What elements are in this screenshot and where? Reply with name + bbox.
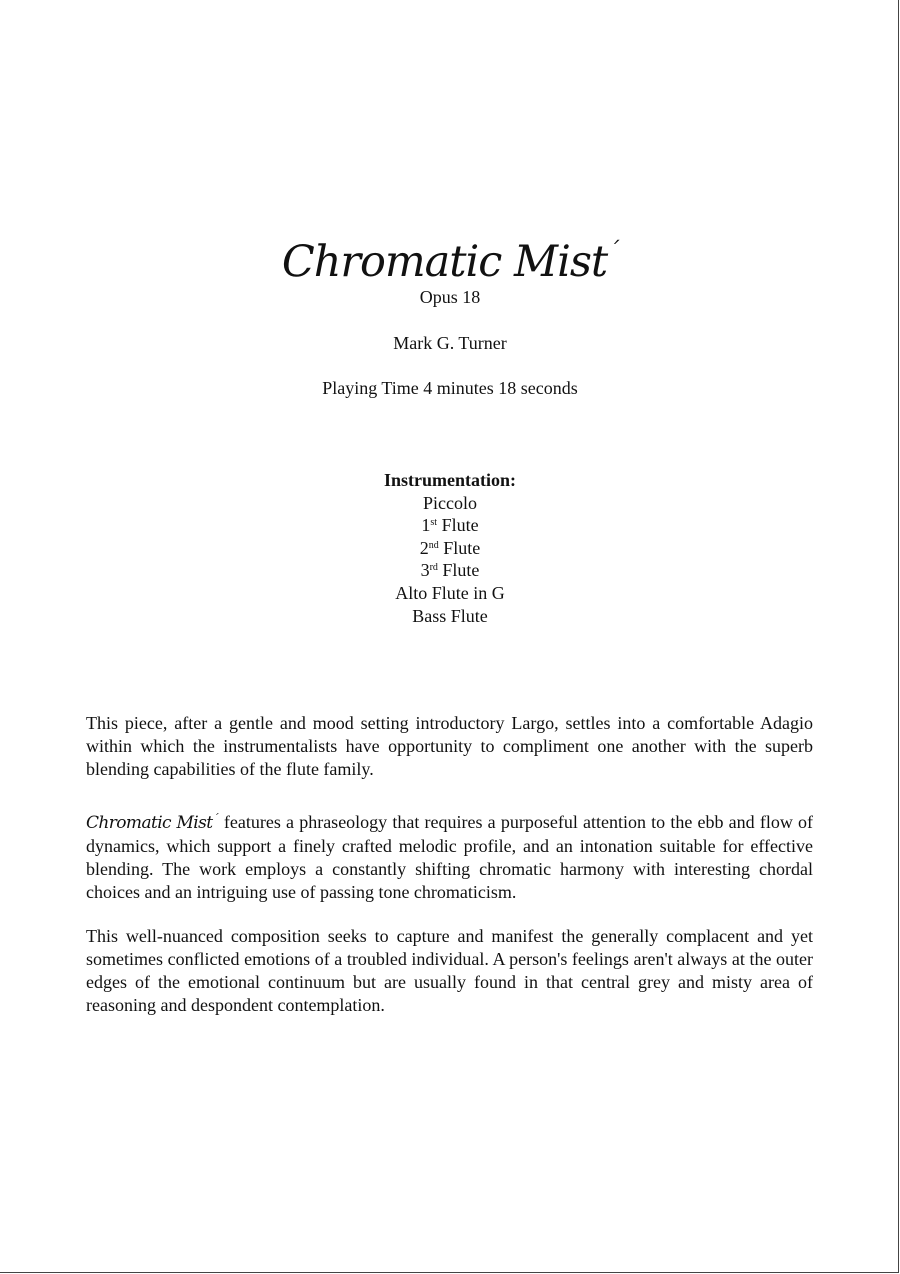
- inline-piece-title: Chromatic Mist$^ˊ$: [86, 812, 219, 833]
- playing-time: Playing Time 4 minutes 18 seconds: [322, 378, 578, 398]
- piece-title: [0, 222, 900, 292]
- instrument-first-flute: 1st Flute: [421, 515, 479, 536]
- instrument-bass-flute: Bass Flute: [412, 605, 488, 626]
- instrumentation-heading: Instrumentation:: [383, 470, 516, 490]
- piece-title-text: Chromatic Mist: [281, 237, 608, 287]
- description-paragraph-2-text: features a phraseology that requires a purposeful attention to the ebb and flow of dynamics, which support a finely crafted melodic profile, and an intonation suitable for effective blending. The work employs a constantly shifting chromatic harmony with interesting chordal choices and an intriguing use of passing tone chromaticism.: [86, 812, 813, 902]
- description-paragraph-2: [86, 807, 813, 904]
- title-flourish: ˊ: [608, 239, 619, 264]
- instrument-third-flute: 3rd Flute: [420, 560, 480, 581]
- instrument-alto-flute: Alto Flute in G: [395, 582, 505, 603]
- instrumentation-section: [0, 469, 900, 627]
- description-paragraph-3: This well-nuanced composition seeks to capture and manifest the generally complacent and yet sometimes conflicted emotions of a troubled individual. A person's feelings aren't always at the outer edges of the emotional continuum but are usually found in that central grey and misty area of reasoning and despondent contemplation.: [86, 926, 813, 1015]
- composer-name: Mark G. Turner: [393, 333, 507, 353]
- description-paragraph-1: This piece, after a gentle and mood setting introductory Largo, settles into a comfortable Adagio within which the instrumentalists have opportunity to compliment one another with the superb blending capabilities of the flute family.: [86, 713, 813, 779]
- opus-number: Opus 18: [419, 287, 481, 307]
- inline-title-flourish: ˊ: [212, 812, 219, 825]
- instrument-piccolo: Piccolo: [423, 492, 477, 513]
- instrument-second-flute: 2nd Flute: [419, 537, 481, 558]
